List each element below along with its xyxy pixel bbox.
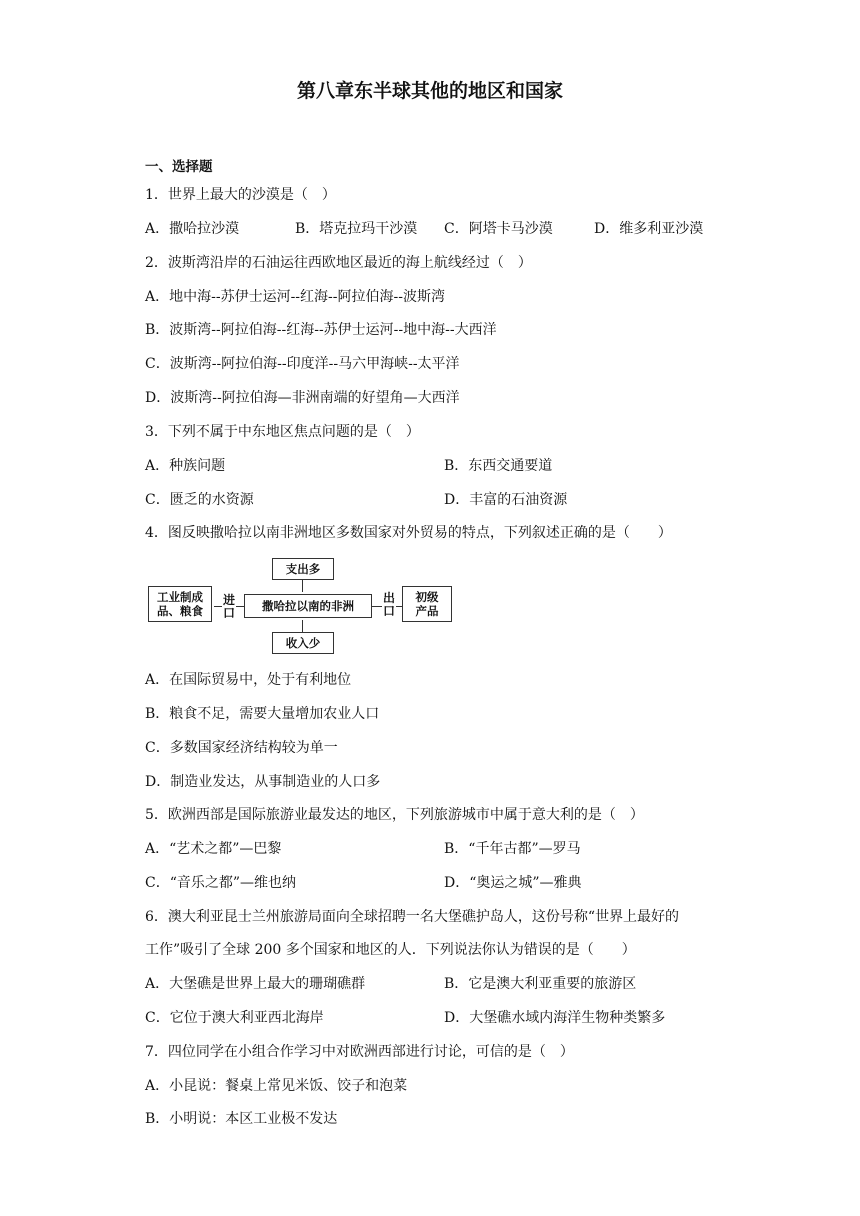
q5-option-b: B．“千年古都”—罗马 xyxy=(444,841,581,857)
page-title: 第八章东半球其他的地区和国家 xyxy=(296,80,563,102)
diagram-center-box: 撒哈拉以南的非洲 xyxy=(244,594,372,618)
diagram-import-label: 进口 xyxy=(222,593,235,620)
q4-option-b: B．粮食不足，需要大量增加农业人口 xyxy=(145,706,380,722)
q6-option-b: B．它是澳大利亚重要的旅游区 xyxy=(444,976,637,992)
q3-option-d: D．丰富的石油资源 xyxy=(444,492,568,508)
question-6-stem-line2: 工作”吸引了全球 200 多个国家和地区的人．下列说法你认为错误的是（ ） xyxy=(145,942,636,958)
q2-option-c: C．波斯湾--阿拉伯海--印度洋--马六甲海峡--太平洋 xyxy=(145,356,460,372)
q2-option-d: D．波斯湾--阿拉伯海—非洲南端的好望角—大西洋 xyxy=(145,390,460,406)
diagram-left-box: 工业制成品、粮食 xyxy=(148,586,212,622)
question-6-stem-line1: 6．澳大利亚昆士兰州旅游局面向全球招聘一名大堡礁护岛人，这份号称“世界上最好的 xyxy=(145,909,680,925)
diagram-connector-bottom xyxy=(302,620,303,632)
diagram-export-label: 出口 xyxy=(382,591,395,618)
question-7-stem: 7．四位同学在小组合作学习中对欧洲西部进行讨论，可信的是（ ） xyxy=(145,1044,574,1060)
q6-option-a: A．大堡礁是世界上最大的珊瑚礁群 xyxy=(145,976,366,992)
q5-option-a: A．“艺术之都”—巴黎 xyxy=(145,841,282,857)
q1-option-d: D．维多利亚沙漠 xyxy=(594,221,704,237)
q2-option-b: B．波斯湾--阿拉伯海--红海--苏伊士运河--地中海--大西洋 xyxy=(145,322,497,338)
q6-option-c: C．它位于澳大利亚西北海岸 xyxy=(145,1010,324,1026)
diagram-right-box: 初级产品 xyxy=(402,586,452,622)
q1-option-a: A．撒哈拉沙漠 xyxy=(145,221,240,237)
q4-option-d: D．制造业发达，从事制造业的人口多 xyxy=(145,774,381,790)
q3-option-b: B．东西交通要道 xyxy=(444,458,553,474)
q6-option-d: D．大堡礁水域内海洋生物种类繁多 xyxy=(444,1010,666,1026)
q3-option-c: C．匮乏的水资源 xyxy=(145,492,254,508)
trade-diagram xyxy=(148,556,458,656)
q7-option-a: A．小昆说：餐桌上常见米饭、饺子和泡菜 xyxy=(145,1078,408,1094)
diagram-top-box: 支出多 xyxy=(272,558,334,580)
question-1-stem: 1．世界上最大的沙漠是（ ） xyxy=(145,187,336,203)
q2-option-a: A．地中海--苏伊士运河--红海--阿拉伯海--波斯湾 xyxy=(145,289,445,305)
q1-option-c: C．阿塔卡马沙漠 xyxy=(444,221,553,237)
question-2-stem: 2．波斯湾沿岸的石油运往西欧地区最近的海上航线经过（ ） xyxy=(145,255,532,271)
q5-option-c: C．“音乐之都”—维也纳 xyxy=(145,875,297,891)
diagram-bottom-box: 收入少 xyxy=(272,632,334,654)
q4-option-c: C．多数国家经济结构较为单一 xyxy=(145,740,338,756)
question-5-stem: 5．欧洲西部是国际旅游业最发达的地区，下列旅游城市中属于意大利的是（ ） xyxy=(145,807,644,823)
section-heading: 一、选择题 xyxy=(145,159,213,175)
question-3-stem: 3．下列不属于中东地区焦点问题的是（ ） xyxy=(145,424,420,440)
q4-option-a: A．在国际贸易中，处于有利地位 xyxy=(145,672,352,688)
question-4-stem: 4．图反映撒哈拉以南非洲地区多数国家对外贸易的特点，下列叙述正确的是（ ） xyxy=(145,525,672,541)
diagram-connector-top xyxy=(302,580,303,592)
q5-option-d: D．“奥运之城”—雅典 xyxy=(444,875,582,891)
q3-option-a: A．种族问题 xyxy=(145,458,226,474)
q7-option-b: B．小明说：本区工业极不发达 xyxy=(145,1111,338,1127)
q1-option-b: B．塔克拉玛干沙漠 xyxy=(295,221,418,237)
